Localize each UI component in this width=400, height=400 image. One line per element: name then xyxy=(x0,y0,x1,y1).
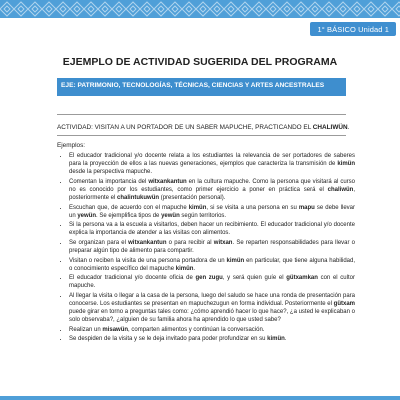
bold-term: kimün xyxy=(175,265,194,272)
bold-term: chalintukuwün xyxy=(117,194,160,201)
text-run: Si la persona va a la escuela a visitarlos, deben hacer un recibimiento. El educador tradicional y/o docente explica la importancia de atender a las visitas con alimentos. xyxy=(69,222,355,237)
text-run: Realizan un xyxy=(69,326,103,333)
bold-term: yewün xyxy=(161,212,180,219)
bold-term: chaliwün xyxy=(327,186,354,193)
list-item xyxy=(69,257,355,273)
header-pattern-band xyxy=(0,0,400,18)
examples-label: Ejemplos: xyxy=(57,142,86,149)
text-run: , posteriormente el xyxy=(69,186,355,201)
activity-suffix: . xyxy=(347,124,350,131)
divider-bottom xyxy=(57,135,346,136)
bold-term: witxankantun xyxy=(148,178,187,185)
text-run: en particular, que tiene alguna habilidad, o conocimiento específico del mapuche xyxy=(69,257,355,272)
list-item xyxy=(69,178,355,202)
text-run: según territorios. xyxy=(179,212,227,219)
text-run: con el cultor mapuche. xyxy=(69,275,355,290)
bold-term: gen zugu xyxy=(195,275,223,282)
examples-list xyxy=(60,152,355,345)
text-run: Visitan o reciben la visita de una persona portadora de un xyxy=(69,257,227,264)
unit-badge: 1° BÁSICO Unidad 1 xyxy=(310,22,396,36)
bold-term: misawün xyxy=(102,326,129,333)
text-run: desde la perspectiva mapuche. xyxy=(69,169,153,176)
divider-top xyxy=(57,114,346,115)
bold-term: gütxam xyxy=(333,301,355,308)
text-run: en la cultura mapuche. Como la persona que visitará al curso no es conocido por los estudiantes, como primer ejercicio a poner en práctica será el xyxy=(69,178,355,193)
text-run: se debe llevar un xyxy=(69,204,355,219)
bold-term: witxan xyxy=(213,239,233,246)
text-run: Escuchan que, de acuerdo con el mapuche xyxy=(69,204,189,211)
text-run: Comentan la importancia del xyxy=(69,178,149,185)
text-run: . Se ejemplifica tipos de xyxy=(96,212,162,219)
text-run: puede girar en torno a preguntas tales como: ¿cómo aprendió hacer lo que hace?, ¿a usted le explicaban o solo observaba?, ¿alguien de su familia ahora ha aprendido lo que usted sabe? xyxy=(69,309,355,324)
mapuche-pattern-icon xyxy=(0,0,400,18)
list-item xyxy=(69,221,355,237)
list-item xyxy=(69,204,355,220)
activity-heading xyxy=(57,124,350,131)
axis-banner xyxy=(57,78,346,96)
text-run: El educador tradicional y/o docente relata a los estudiantes la relevancia de ser portadores de saberes para la proyección de ellos a las nuevas generaciones, ejemplos que caracteriza la transmisión de xyxy=(69,153,355,168)
axis-banner-label: EJE: PATRIMONIO, TECNOLOGÍAS, TÉCNICAS, CIENCIAS Y ARTES ANCESTRALES xyxy=(61,82,325,89)
footer-band xyxy=(0,396,400,400)
list-item xyxy=(69,326,355,334)
bold-term: yewün xyxy=(77,212,97,219)
bold-term: kimün xyxy=(267,336,285,343)
text-run: , comparten alimentos y continúan la conversación. xyxy=(128,326,265,333)
text-run: Se despiden de la visita y se le deja invitado para poder profundizar en su xyxy=(69,336,268,343)
bold-term: kimün xyxy=(226,257,245,264)
list-item xyxy=(69,335,355,343)
text-run: Se organizan para el xyxy=(69,239,129,246)
text-run: Al llegar la visita o llegar a la casa de la persona, luego del saludo se hace una ronda de presentación para conocerse. Los estudiantes se presentan en mapuchezugun en forma individual. Posteriormente el xyxy=(69,293,355,308)
text-run: , y será quien guíe el xyxy=(222,275,287,282)
list-item xyxy=(69,274,355,290)
list-item xyxy=(69,239,355,255)
activity-bold-term: CHALIWÜN xyxy=(312,124,348,131)
bold-term: witxankantun xyxy=(128,239,167,246)
text-run: . xyxy=(284,336,287,343)
bold-term: mapu xyxy=(298,204,315,211)
activity-prefix: ACTIVIDAD: VISITAN A UN PORTADOR DE UN SABER MAPUCHE, PRACTICANDO EL xyxy=(57,124,313,131)
bold-term: gütxamkan xyxy=(286,275,318,282)
text-run: . xyxy=(193,265,196,272)
text-run: . Se reparten responsabilidades para llevar o preparar algún tipo de alimento para compartir. xyxy=(69,239,356,255)
list-item xyxy=(69,152,355,176)
text-run: o para recibir al xyxy=(166,239,214,246)
text-run: (presentación personal). xyxy=(159,194,226,201)
bold-term: kimün xyxy=(188,204,207,211)
page-title: EJEMPLO DE ACTIVIDAD SUGERIDA DEL PROGRAMA xyxy=(62,56,338,68)
list-item xyxy=(69,292,355,324)
bold-term: kimün xyxy=(337,161,355,168)
text-run: El educador tradicional y/o docente oficia de xyxy=(69,275,196,282)
text-run: , si se visita a una persona en su xyxy=(206,204,299,211)
